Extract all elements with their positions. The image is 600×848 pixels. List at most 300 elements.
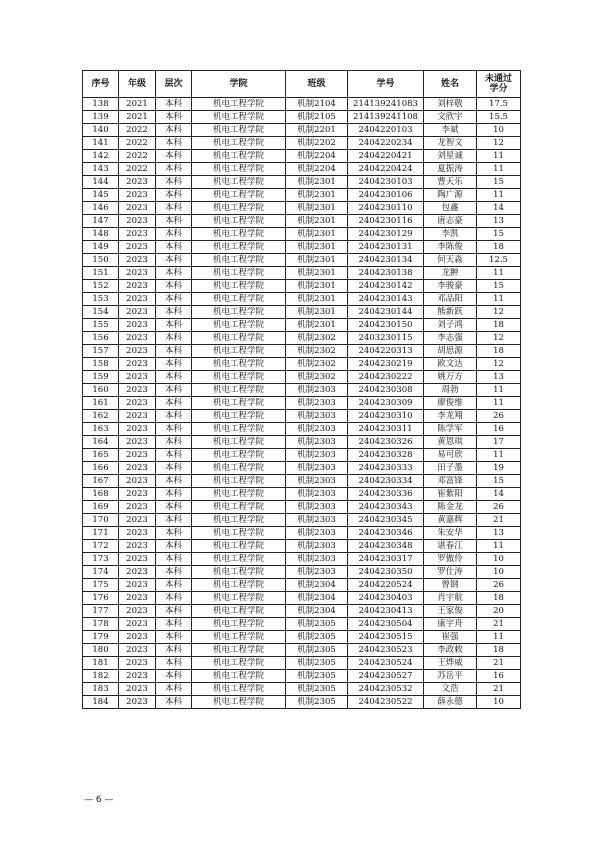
cell-student-id: 2403230115: [348, 332, 424, 345]
cell-index: 147: [83, 215, 119, 228]
cell-failed-credits: 10: [477, 566, 521, 579]
cell-level: 本科: [156, 384, 192, 397]
cell-index: 152: [83, 280, 119, 293]
cell-college: 机电工程学院: [192, 280, 286, 293]
cell-college: 机电工程学院: [192, 501, 286, 514]
cell-class: 机制2303: [286, 527, 348, 540]
cell-failed-credits: 18: [477, 345, 521, 358]
cell-index: 181: [83, 657, 119, 670]
cell-student-id: 2404230532: [348, 683, 424, 696]
cell-student-id: 2404230138: [348, 267, 424, 280]
table-row: [83, 462, 521, 475]
cell-student-id: 2404220234: [348, 137, 424, 150]
cell-grade: 2023: [119, 436, 156, 449]
cell-level: 本科: [156, 501, 192, 514]
cell-level: 本科: [156, 696, 192, 709]
cell-failed-credits: 13: [477, 527, 521, 540]
cell-level: 本科: [156, 163, 192, 176]
cell-level: 本科: [156, 98, 192, 111]
cell-failed-credits: 14: [477, 202, 521, 215]
cell-index: 150: [83, 254, 119, 267]
cell-index: 139: [83, 111, 119, 124]
cell-name: 龙智文: [424, 137, 477, 150]
cell-class: 机制2303: [286, 514, 348, 527]
cell-name: 田子墨: [424, 462, 477, 475]
header-college: 学院: [192, 71, 286, 98]
cell-grade: 2023: [119, 384, 156, 397]
cell-student-id: 2404230103: [348, 176, 424, 189]
table-row: [83, 111, 521, 124]
cell-student-id: 2404230328: [348, 449, 424, 462]
cell-level: 本科: [156, 488, 192, 501]
cell-college: 机电工程学院: [192, 592, 286, 605]
cell-index: 165: [83, 449, 119, 462]
cell-name: 谌春江: [424, 540, 477, 553]
cell-name: 包鑫: [424, 202, 477, 215]
table-row: [83, 254, 521, 267]
cell-grade: 2023: [119, 696, 156, 709]
cell-name: 文浩: [424, 683, 477, 696]
cell-grade: 2023: [119, 306, 156, 319]
cell-class: 机制2204: [286, 150, 348, 163]
cell-level: 本科: [156, 202, 192, 215]
cell-grade: 2023: [119, 332, 156, 345]
cell-class: 机制2303: [286, 462, 348, 475]
table-row: [83, 124, 521, 137]
cell-failed-credits: 11: [477, 631, 521, 644]
cell-grade: 2023: [119, 345, 156, 358]
cell-college: 机电工程学院: [192, 514, 286, 527]
cell-class: 机制2303: [286, 475, 348, 488]
cell-grade: 2023: [119, 527, 156, 540]
cell-grade: 2023: [119, 683, 156, 696]
cell-student-id: 2404230310: [348, 410, 424, 423]
cell-college: 机电工程学院: [192, 241, 286, 254]
cell-college: 机电工程学院: [192, 527, 286, 540]
table-row: [83, 293, 521, 306]
cell-class: 机制2202: [286, 137, 348, 150]
cell-name: 崔紫阳: [424, 488, 477, 501]
cell-student-id: 2404230308: [348, 384, 424, 397]
cell-college: 机电工程学院: [192, 540, 286, 553]
cell-name: 姚万方: [424, 371, 477, 384]
cell-level: 本科: [156, 553, 192, 566]
cell-grade: 2022: [119, 124, 156, 137]
cell-grade: 2021: [119, 98, 156, 111]
cell-index: 180: [83, 644, 119, 657]
cell-grade: 2023: [119, 449, 156, 462]
cell-class: 机制2302: [286, 371, 348, 384]
cell-class: 机制2305: [286, 696, 348, 709]
cell-grade: 2023: [119, 514, 156, 527]
table-row: [83, 189, 521, 202]
cell-grade: 2023: [119, 397, 156, 410]
cell-name: 刘梓敬: [424, 98, 477, 111]
cell-grade: 2023: [119, 358, 156, 371]
table-row: [83, 345, 521, 358]
cell-index: 176: [83, 592, 119, 605]
cell-grade: 2023: [119, 202, 156, 215]
cell-name: 李政敕: [424, 644, 477, 657]
cell-level: 本科: [156, 527, 192, 540]
cell-index: 183: [83, 683, 119, 696]
cell-name: 罗傲伶: [424, 553, 477, 566]
cell-student-id: 2404220313: [348, 345, 424, 358]
cell-level: 本科: [156, 657, 192, 670]
cell-level: 本科: [156, 137, 192, 150]
table-row: [83, 306, 521, 319]
header-failed-credits-label: 未通过学分: [484, 74, 512, 94]
cell-index: 157: [83, 345, 119, 358]
cell-name: 崔强: [424, 631, 477, 644]
cell-index: 162: [83, 410, 119, 423]
cell-college: 机电工程学院: [192, 267, 286, 280]
cell-index: 148: [83, 228, 119, 241]
cell-level: 本科: [156, 358, 192, 371]
cell-name: 周勃: [424, 384, 477, 397]
cell-student-id: 2404230522: [348, 696, 424, 709]
cell-level: 本科: [156, 319, 192, 332]
table-row: [83, 137, 521, 150]
cell-grade: 2021: [119, 111, 156, 124]
cell-level: 本科: [156, 579, 192, 592]
page-number: — 6 —: [84, 795, 114, 805]
cell-failed-credits: 26: [477, 410, 521, 423]
cell-level: 本科: [156, 150, 192, 163]
table-row: [83, 670, 521, 683]
cell-college: 机电工程学院: [192, 202, 286, 215]
cell-failed-credits: 16: [477, 423, 521, 436]
cell-student-id: 2404220421: [348, 150, 424, 163]
cell-index: 146: [83, 202, 119, 215]
cell-class: 机制2301: [286, 319, 348, 332]
cell-level: 本科: [156, 605, 192, 618]
cell-college: 机电工程学院: [192, 579, 286, 592]
cell-student-id: 2404230317: [348, 553, 424, 566]
cell-level: 本科: [156, 267, 192, 280]
cell-college: 机电工程学院: [192, 228, 286, 241]
table-row: [83, 397, 521, 410]
cell-grade: 2023: [119, 254, 156, 267]
cell-index: 175: [83, 579, 119, 592]
cell-college: 机电工程学院: [192, 488, 286, 501]
cell-class: 机制2301: [286, 306, 348, 319]
cell-level: 本科: [156, 176, 192, 189]
cell-grade: 2022: [119, 137, 156, 150]
cell-name: 陶广源: [424, 189, 477, 202]
cell-college: 机电工程学院: [192, 319, 286, 332]
cell-student-id: 2404220524: [348, 579, 424, 592]
table-row: [83, 605, 521, 618]
cell-failed-credits: 15: [477, 176, 521, 189]
cell-failed-credits: 11: [477, 293, 521, 306]
cell-grade: 2023: [119, 241, 156, 254]
cell-index: 160: [83, 384, 119, 397]
cell-name: 邓品阳: [424, 293, 477, 306]
table-row: [83, 410, 521, 423]
cell-class: 机制2301: [286, 293, 348, 306]
cell-student-id: 2404230350: [348, 566, 424, 579]
cell-college: 机电工程学院: [192, 176, 286, 189]
header-student-id: 学号: [348, 71, 424, 98]
cell-index: 167: [83, 475, 119, 488]
cell-level: 本科: [156, 449, 192, 462]
cell-student-id: 2404230527: [348, 670, 424, 683]
table-row: [83, 150, 521, 163]
cell-class: 机制2301: [286, 189, 348, 202]
table-row: [83, 657, 521, 670]
cell-college: 机电工程学院: [192, 566, 286, 579]
cell-name: 龙翀: [424, 267, 477, 280]
cell-college: 机电工程学院: [192, 605, 286, 618]
cell-college: 机电工程学院: [192, 163, 286, 176]
cell-college: 机电工程学院: [192, 423, 286, 436]
cell-grade: 2023: [119, 644, 156, 657]
cell-class: 机制2305: [286, 683, 348, 696]
cell-class: 机制2301: [286, 267, 348, 280]
cell-student-id: 2404230134: [348, 254, 424, 267]
cell-class: 机制2305: [286, 618, 348, 631]
cell-college: 机电工程学院: [192, 332, 286, 345]
cell-name: 胡思源: [424, 345, 477, 358]
cell-college: 机电工程学院: [192, 410, 286, 423]
cell-failed-credits: 26: [477, 579, 521, 592]
cell-grade: 2023: [119, 553, 156, 566]
cell-class: 机制2304: [286, 592, 348, 605]
cell-level: 本科: [156, 423, 192, 436]
cell-student-id: 2404230219: [348, 358, 424, 371]
cell-level: 本科: [156, 683, 192, 696]
cell-name: 陈金龙: [424, 501, 477, 514]
cell-grade: 2023: [119, 189, 156, 202]
cell-failed-credits: 15.5: [477, 111, 521, 124]
cell-failed-credits: 11: [477, 150, 521, 163]
cell-index: 170: [83, 514, 119, 527]
table-row: [83, 176, 521, 189]
cell-student-id: 2404230334: [348, 475, 424, 488]
header-class: 班级: [286, 71, 348, 98]
cell-class: 机制2303: [286, 501, 348, 514]
table-row: [83, 618, 521, 631]
cell-name: 何天淼: [424, 254, 477, 267]
cell-grade: 2023: [119, 215, 156, 228]
cell-index: 172: [83, 540, 119, 553]
cell-grade: 2023: [119, 631, 156, 644]
cell-class: 机制2303: [286, 449, 348, 462]
cell-student-id: 2404230309: [348, 397, 424, 410]
cell-index: 156: [83, 332, 119, 345]
cell-grade: 2023: [119, 462, 156, 475]
cell-student-id: 2404230110: [348, 202, 424, 215]
cell-grade: 2023: [119, 605, 156, 618]
cell-grade: 2023: [119, 371, 156, 384]
cell-class: 机制2301: [286, 202, 348, 215]
cell-level: 本科: [156, 397, 192, 410]
cell-index: 168: [83, 488, 119, 501]
table-row: [83, 215, 521, 228]
cell-class: 机制2303: [286, 566, 348, 579]
cell-class: 机制2301: [286, 215, 348, 228]
cell-level: 本科: [156, 371, 192, 384]
cell-level: 本科: [156, 241, 192, 254]
cell-level: 本科: [156, 410, 192, 423]
cell-college: 机电工程学院: [192, 696, 286, 709]
cell-class: 机制2301: [286, 280, 348, 293]
cell-failed-credits: 11: [477, 267, 521, 280]
header-level: 层次: [156, 71, 192, 98]
cell-college: 机电工程学院: [192, 436, 286, 449]
cell-name: 朱安华: [424, 527, 477, 540]
cell-name: 肖宇航: [424, 592, 477, 605]
cell-class: 机制2301: [286, 254, 348, 267]
cell-failed-credits: 11: [477, 449, 521, 462]
cell-index: 164: [83, 436, 119, 449]
cell-failed-credits: 21: [477, 618, 521, 631]
cell-grade: 2023: [119, 488, 156, 501]
cell-student-id: 2404230413: [348, 605, 424, 618]
header-grade: 年级: [119, 71, 156, 98]
cell-college: 机电工程学院: [192, 397, 286, 410]
cell-student-id: 2404230106: [348, 189, 424, 202]
cell-level: 本科: [156, 293, 192, 306]
cell-grade: 2023: [119, 176, 156, 189]
cell-index: 182: [83, 670, 119, 683]
cell-class: 机制2301: [286, 241, 348, 254]
cell-grade: 2023: [119, 579, 156, 592]
table-row: [83, 644, 521, 657]
table-row: [83, 436, 521, 449]
cell-level: 本科: [156, 540, 192, 553]
cell-failed-credits: 10: [477, 696, 521, 709]
cell-name: 王家俊: [424, 605, 477, 618]
cell-class: 机制2303: [286, 384, 348, 397]
cell-college: 机电工程学院: [192, 124, 286, 137]
cell-grade: 2023: [119, 657, 156, 670]
cell-class: 机制2305: [286, 631, 348, 644]
cell-college: 机电工程学院: [192, 657, 286, 670]
cell-name: 曾钢: [424, 579, 477, 592]
cell-level: 本科: [156, 631, 192, 644]
cell-student-id: 2404230129: [348, 228, 424, 241]
cell-student-id: 214139241108: [348, 111, 424, 124]
cell-index: 161: [83, 397, 119, 410]
cell-index: 179: [83, 631, 119, 644]
cell-college: 机电工程学院: [192, 449, 286, 462]
cell-college: 机电工程学院: [192, 475, 286, 488]
cell-college: 机电工程学院: [192, 293, 286, 306]
table-row: [83, 332, 521, 345]
cell-level: 本科: [156, 475, 192, 488]
table-row: [83, 449, 521, 462]
cell-student-id: 2404230131: [348, 241, 424, 254]
cell-class: 机制2303: [286, 397, 348, 410]
cell-name: 欧文达: [424, 358, 477, 371]
table-row: [83, 501, 521, 514]
cell-index: 144: [83, 176, 119, 189]
cell-name: 黄嘉辉: [424, 514, 477, 527]
cell-failed-credits: 11: [477, 397, 521, 410]
cell-grade: 2023: [119, 228, 156, 241]
table-row: [83, 371, 521, 384]
cell-level: 本科: [156, 514, 192, 527]
table-row: [83, 280, 521, 293]
cell-college: 机电工程学院: [192, 553, 286, 566]
cell-failed-credits: 11: [477, 163, 521, 176]
cell-name: 唐志豪: [424, 215, 477, 228]
cell-failed-credits: 18: [477, 319, 521, 332]
cell-index: 166: [83, 462, 119, 475]
cell-student-id: 2404230144: [348, 306, 424, 319]
cell-index: 142: [83, 150, 119, 163]
cell-name: 文欣宇: [424, 111, 477, 124]
cell-name: 李陈俊: [424, 241, 477, 254]
cell-class: 机制2303: [286, 540, 348, 553]
cell-student-id: 2404230524: [348, 657, 424, 670]
cell-failed-credits: 10: [477, 553, 521, 566]
cell-grade: 2023: [119, 280, 156, 293]
cell-student-id: 2404220424: [348, 163, 424, 176]
cell-failed-credits: 26: [477, 501, 521, 514]
cell-name: 陈学军: [424, 423, 477, 436]
cell-name: 黄恩琪: [424, 436, 477, 449]
cell-college: 机电工程学院: [192, 683, 286, 696]
cell-college: 机电工程学院: [192, 618, 286, 631]
cell-index: 143: [83, 163, 119, 176]
cell-level: 本科: [156, 189, 192, 202]
cell-name: 刘星诚: [424, 150, 477, 163]
cell-level: 本科: [156, 566, 192, 579]
cell-level: 本科: [156, 436, 192, 449]
cell-grade: 2023: [119, 566, 156, 579]
table-row: [83, 579, 521, 592]
cell-college: 机电工程学院: [192, 345, 286, 358]
failed-credits-table: [82, 70, 521, 709]
cell-index: 169: [83, 501, 119, 514]
cell-grade: 2022: [119, 150, 156, 163]
cell-student-id: 2404230348: [348, 540, 424, 553]
cell-index: 141: [83, 137, 119, 150]
cell-level: 本科: [156, 254, 192, 267]
table-header-row: [83, 71, 521, 98]
header-failed-credits: [477, 71, 521, 98]
table-row: [83, 540, 521, 553]
cell-name: 李骏豪: [424, 280, 477, 293]
cell-student-id: 2404230142: [348, 280, 424, 293]
cell-failed-credits: 21: [477, 657, 521, 670]
cell-index: 184: [83, 696, 119, 709]
cell-grade: 2023: [119, 618, 156, 631]
cell-index: 153: [83, 293, 119, 306]
cell-grade: 2023: [119, 293, 156, 306]
header-name: 姓名: [424, 71, 477, 98]
cell-index: 163: [83, 423, 119, 436]
cell-name: 李凯: [424, 228, 477, 241]
cell-failed-credits: 13: [477, 215, 521, 228]
cell-class: 机制2303: [286, 553, 348, 566]
cell-index: 151: [83, 267, 119, 280]
cell-grade: 2023: [119, 592, 156, 605]
cell-class: 机制2305: [286, 657, 348, 670]
cell-failed-credits: 11: [477, 189, 521, 202]
cell-failed-credits: 11: [477, 540, 521, 553]
table-row: [83, 514, 521, 527]
cell-college: 机电工程学院: [192, 150, 286, 163]
cell-level: 本科: [156, 215, 192, 228]
cell-level: 本科: [156, 332, 192, 345]
cell-failed-credits: 16: [477, 670, 521, 683]
cell-class: 机制2304: [286, 605, 348, 618]
cell-failed-credits: 13: [477, 371, 521, 384]
